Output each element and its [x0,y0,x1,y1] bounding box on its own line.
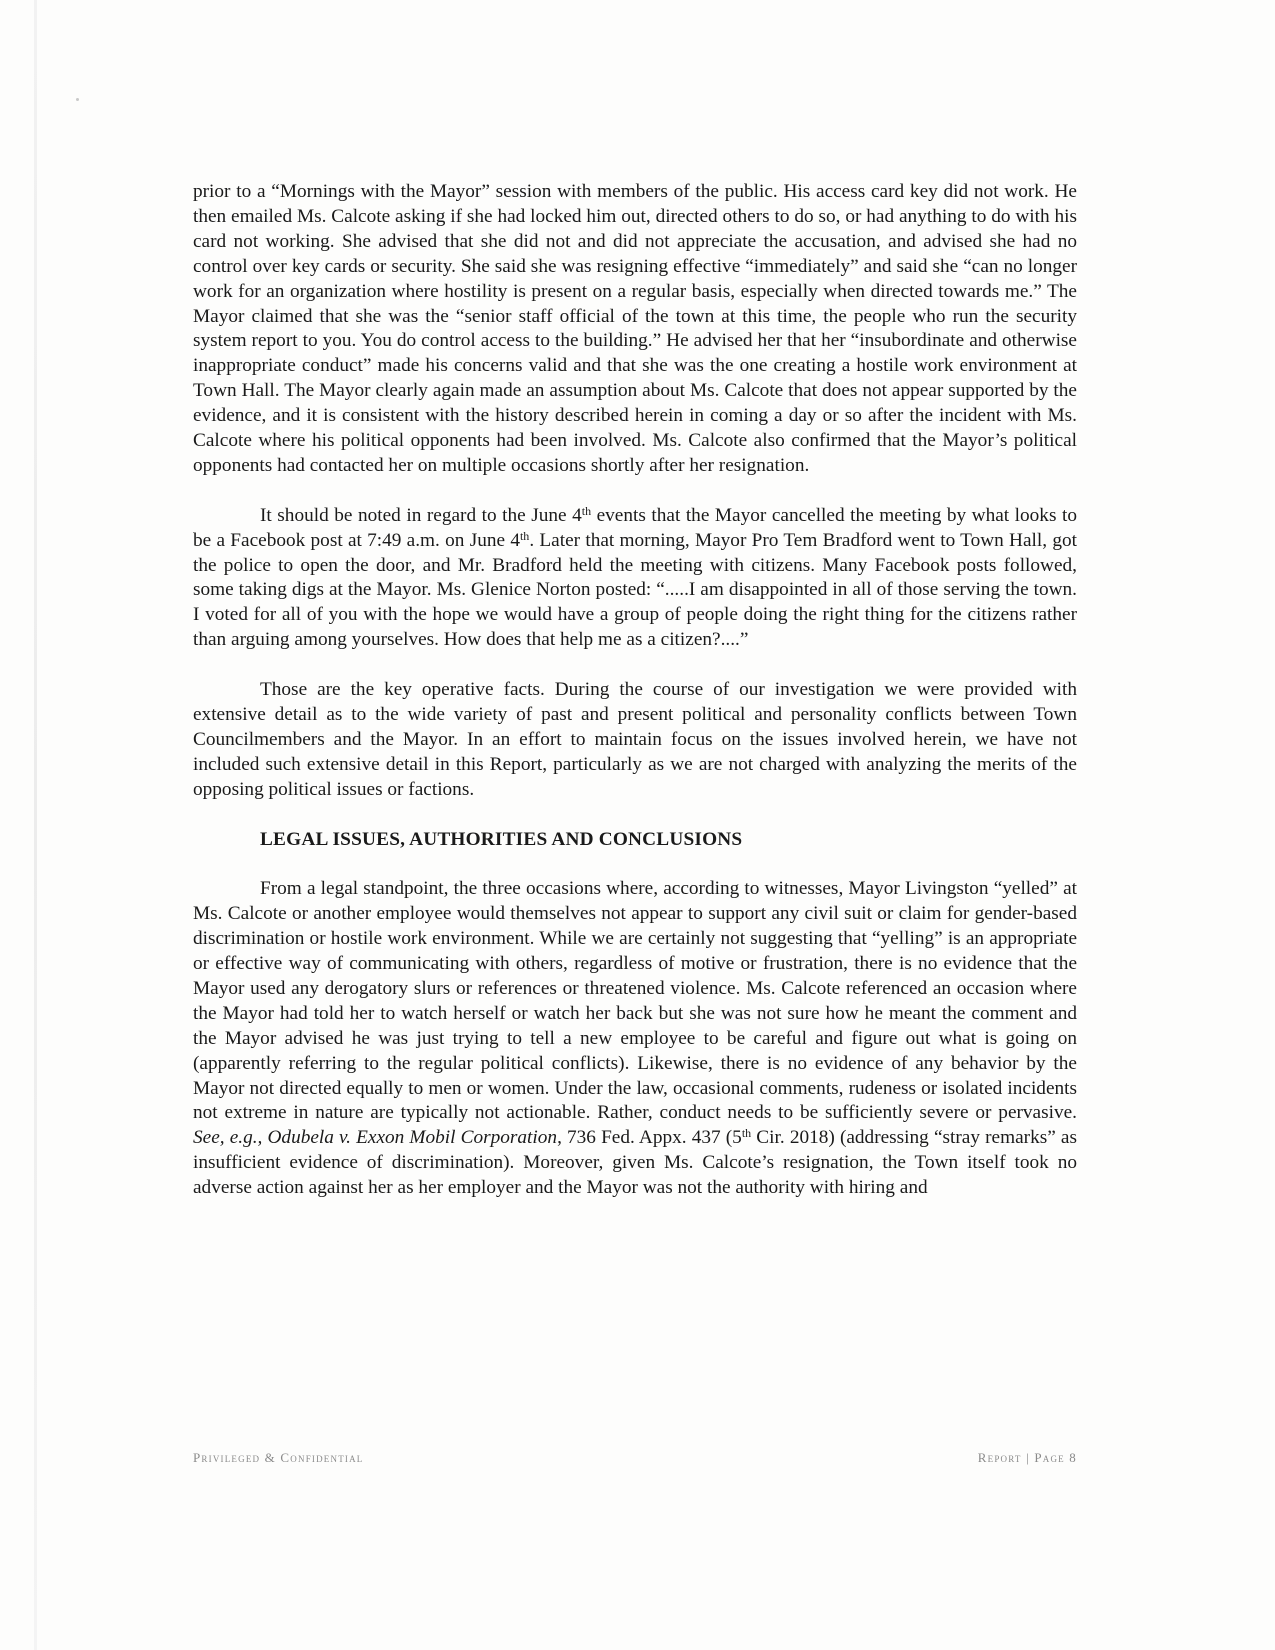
paragraph-text: It should be noted in regard to the June 4 [260,504,582,526]
report-body [193,180,1077,1226]
scan-edge-shadow [34,0,37,1650]
paragraph-text: . Later that morning, Mayor Pro Tem Bradford went to Town Hall, got the police to open the door, and Mr. Bradford held the meeting with citizens. Many Facebook posts followed, some taking digs at the Mayor. Ms. Glenice Norton posted: “.....I am disappointed in all of those serving the town. I voted for all of you with the hope we would have a group of people doing the right thing for the citizens rather than arguing among yourselves. How does that help me as a citizen?....” [193,529,1077,651]
scan-speck [76,98,79,101]
footer-confidential-label: Privileged & Confidential [193,1450,364,1465]
paragraph-key-facts: Those are the key operative facts. During the course of our investigation we were provided with extensive detail as to the wide variety of past and present political and personality conflicts between Town Councilmembers and the Mayor. In an effort to maintain focus on the issues involved herein, we have not included such extensive detail in this Report, particularly as we are not charged with analyzing the merits of the opposing political issues or factions. [193,679,1077,800]
ordinal-suffix: th [581,503,592,518]
paragraph-text: , 736 Fed. Appx. 437 (5 [557,1127,742,1149]
paragraph-text: events that the Mayor cancelled the meeting by what looks to be a Facebook post at 7:49 a.m. on June 4 [193,504,1077,551]
case-citation: See, e.g., Odubela v. Exxon Mobil Corporation [193,1127,558,1149]
paragraph-legal-standpoint [193,877,1077,1201]
section-heading: LEGAL ISSUES, AUTHORITIES AND CONCLUSIONS [260,828,743,850]
paragraph-key-card-incident: prior to a “Mornings with the Mayor” session with members of the public. His access card key did not work. He then emailed Ms. Calcote asking if she had locked him out, directed others to do so, or had anything to do with his card not working. She advised that she did not and did not appreciate the accusation, and advised she had no control over key cards or security. She said she was resigning effective “immediately” and said she “can no longer work for an organization where hostility is present on a regular basis, especially when directed towards me.” The Mayor claimed that she was the “senior staff official of the town at this time, the people who run the security system report to you. You do control access to the building.” He advised her that her “insubordinate and otherwise inappropriate conduct” made his concerns valid and that she was the one creating a hostile work environment at Town Hall. The Mayor clearly again made an assumption about Ms. Calcote that does not appear supported by the evidence, and it is consistent with the history described herein in coming a day or so after the incident with Ms. Calcote where his political opponents had been involved. Ms. Calcote also confirmed that the Mayor’s political opponents had contacted her on multiple occasions shortly after her resignation. [193,181,1077,476]
ordinal-suffix: th [741,1126,752,1141]
paragraph-june-4-events [193,504,1077,653]
paragraph-text: Cir. 2018) (addressing “stray remarks” as insufficient evidence of discrimination). Moreover, given Ms. Calcote’s resignation, the Town itself took no adverse action against her as her employer and the Mayor was not the authority with hiring and [193,1127,1077,1199]
ordinal-suffix: th [519,528,530,543]
footer-page-number: Report | Page 8 [977,1450,1077,1465]
paragraph-text: From a legal standpoint, the three occasions where, according to witnesses, Mayor Livingston “yelled” at Ms. Calcote or another employee would themselves not appear to support any civil suit or claim for gender-based discrimination or hostile work environment. While we are certainly not suggesting that “yelling” is an appropriate or effective way of communicating with others, regardless of motive or frustration, there is no evidence that the Mayor used any derogatory slurs or references or threatened violence. Ms. Calcote referenced an occasion where the Mayor had told her to watch herself or watch her back but she was not sure how he meant the comment and the Mayor advised he was just trying to tell a new employee to be careful and figure out what is going on (apparently referring to the regular political conflicts). Likewise, there is no evidence of any behavior by the Mayor not directed equally to men or women. Under the law, occasional comments, rudeness or isolated incidents not extreme in nature are typically not actionable. Rather, conduct needs to be sufficiently severe or pervasive. [193,878,1077,1124]
